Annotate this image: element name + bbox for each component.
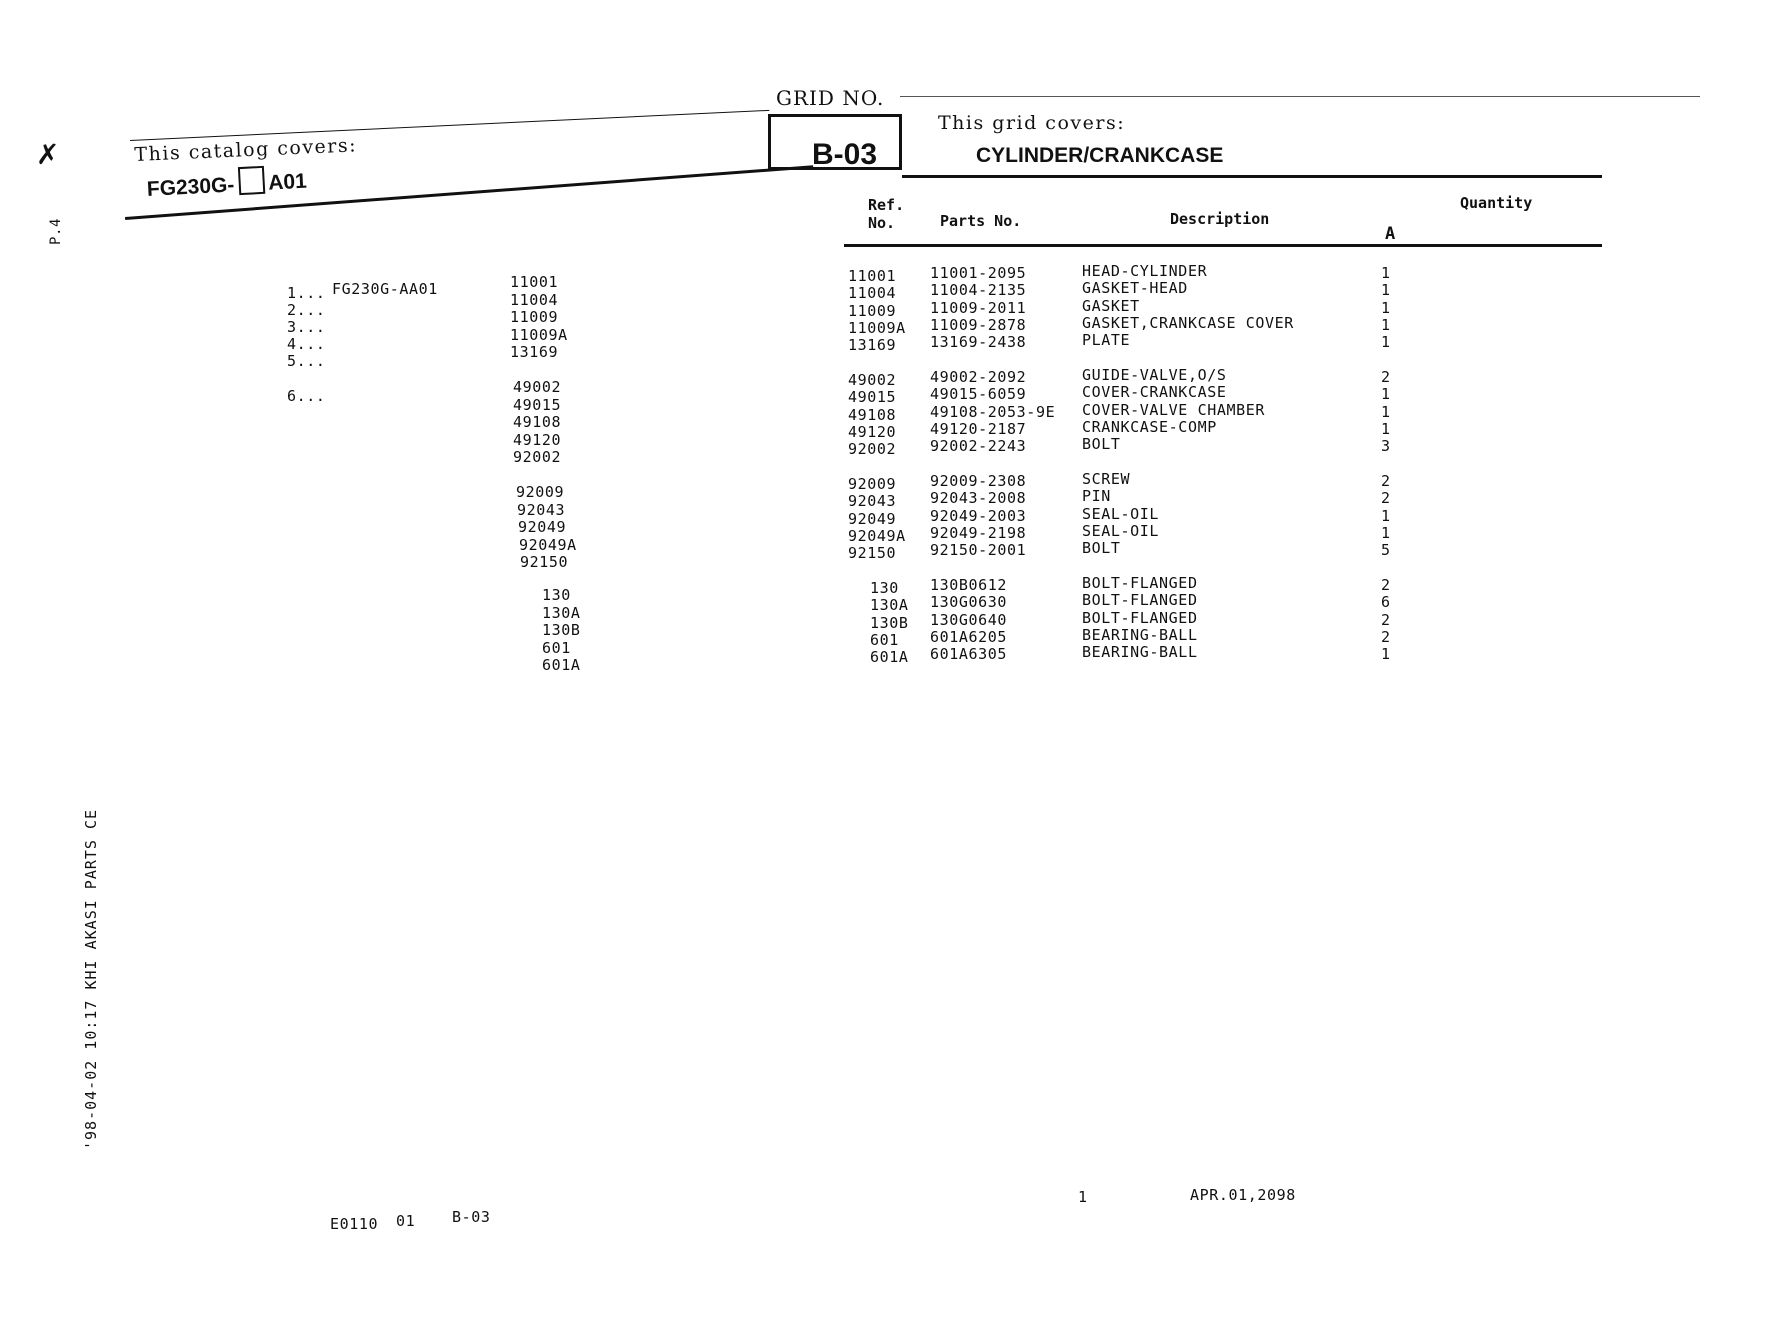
part-ref-no: 130 bbox=[870, 579, 899, 597]
part-ref-no: 11009A bbox=[848, 318, 906, 337]
catalog-model-prefix: FG230G- bbox=[146, 173, 235, 201]
part-quantity: 1 bbox=[1381, 264, 1391, 282]
part-ref-no: 601 bbox=[870, 630, 899, 649]
part-ref-no: 92049 bbox=[848, 509, 897, 528]
footer-date: APR.01,2098 bbox=[1190, 1186, 1296, 1204]
part-quantity: 1 bbox=[1381, 281, 1391, 300]
ref-index-item: 11009 bbox=[510, 308, 559, 326]
part-quantity: 2 bbox=[1381, 489, 1391, 508]
part-description: GUIDE-VALVE,O/S bbox=[1082, 366, 1227, 384]
table-head-rule bbox=[844, 244, 1602, 247]
ref-index-item: 601 bbox=[542, 638, 571, 657]
ref-index-item: 130B bbox=[542, 621, 581, 639]
part-number: 130B0612 bbox=[930, 576, 1008, 594]
part-description: BOLT bbox=[1082, 435, 1121, 454]
part-description: PIN bbox=[1082, 487, 1111, 506]
part-quantity: 5 bbox=[1381, 541, 1391, 560]
fax-header-stamp: '98-04-02 10:17 KHI AKASI PARTS CE bbox=[82, 808, 100, 1150]
parts-no-header: Parts No. bbox=[940, 212, 1022, 230]
part-number: 11004-2135 bbox=[930, 281, 1027, 300]
part-ref-no: 92049A bbox=[848, 526, 906, 545]
part-ref-no: 92150 bbox=[848, 544, 897, 563]
ref-no-header-line2: No. bbox=[868, 214, 896, 232]
footer-seq: 01 bbox=[396, 1212, 416, 1230]
part-ref-no: 130B bbox=[870, 613, 909, 632]
ref-index-item: 130A bbox=[542, 603, 581, 622]
part-quantity: 1 bbox=[1381, 506, 1391, 525]
part-number: 92043-2008 bbox=[930, 489, 1027, 508]
part-description: COVER-VALVE CHAMBER bbox=[1082, 400, 1265, 419]
quantity-header: Quantity bbox=[1460, 194, 1533, 212]
part-quantity: 1 bbox=[1381, 523, 1391, 542]
part-description: BOLT-FLANGED bbox=[1082, 574, 1198, 592]
part-quantity: 2 bbox=[1381, 627, 1391, 646]
ref-index-item: 92002 bbox=[513, 448, 562, 466]
part-number: 13169-2438 bbox=[930, 333, 1027, 352]
part-number: 11001-2095 bbox=[930, 264, 1027, 282]
part-quantity: 3 bbox=[1381, 437, 1391, 456]
part-quantity: 6 bbox=[1381, 593, 1391, 612]
ref-index-item: 49002 bbox=[513, 378, 562, 396]
part-description: SEAL-OIL bbox=[1082, 504, 1160, 523]
part-number: 92150-2001 bbox=[930, 541, 1027, 560]
catalog-model-suffix: A01 bbox=[267, 169, 308, 195]
part-number: 49120-2187 bbox=[930, 419, 1027, 438]
part-quantity: 1 bbox=[1381, 385, 1391, 404]
grid-no-label: GRID NO. bbox=[776, 86, 885, 110]
part-description: BEARING-BALL bbox=[1082, 625, 1198, 644]
part-quantity: 2 bbox=[1381, 610, 1391, 629]
grid-code: B-03 bbox=[812, 138, 878, 171]
part-quantity: 1 bbox=[1381, 333, 1391, 352]
ref-index-item: 92009 bbox=[516, 483, 565, 501]
part-quantity: 1 bbox=[1381, 419, 1391, 438]
ref-index-item: 11009A bbox=[510, 325, 568, 344]
part-number: 92049-2198 bbox=[930, 523, 1027, 542]
part-description: PLATE bbox=[1082, 331, 1131, 350]
part-quantity: 2 bbox=[1381, 368, 1391, 386]
handwritten-mark: ✗ bbox=[36, 138, 60, 171]
ref-index-item: 13169 bbox=[510, 343, 559, 361]
part-description: BOLT-FLANGED bbox=[1082, 591, 1198, 610]
footer-code: E0110 bbox=[330, 1215, 379, 1233]
part-description: SEAL-OIL bbox=[1082, 521, 1160, 540]
part-number: 92049-2003 bbox=[930, 506, 1027, 525]
catalog-covers-label: This catalog covers: bbox=[134, 134, 358, 166]
part-number: 92009-2308 bbox=[930, 472, 1027, 490]
ref-index-item: 92150 bbox=[520, 553, 569, 571]
part-number: 49108-2053-9E bbox=[930, 402, 1056, 421]
ref-index-item: 92049A bbox=[519, 535, 577, 554]
part-quantity: 1 bbox=[1381, 315, 1391, 334]
model-item-label: 4... bbox=[287, 335, 326, 353]
part-ref-no: 49015 bbox=[848, 388, 897, 407]
ref-index-item: 49120 bbox=[513, 430, 562, 449]
page-mark: P.4 bbox=[48, 217, 64, 245]
part-description: CRANKCASE-COMP bbox=[1082, 417, 1217, 436]
part-number: 11009-2011 bbox=[930, 298, 1027, 317]
part-quantity: 2 bbox=[1381, 472, 1391, 490]
part-quantity: 1 bbox=[1381, 645, 1391, 664]
description-header: Description bbox=[1170, 210, 1270, 228]
part-number: 49002-2092 bbox=[930, 368, 1027, 386]
quantity-column-a: A bbox=[1385, 224, 1396, 244]
part-number: 49015-6059 bbox=[930, 385, 1027, 404]
model-item-label: 6... bbox=[287, 387, 326, 405]
part-ref-no: 601A bbox=[870, 648, 909, 667]
part-ref-no: 11009 bbox=[848, 301, 897, 320]
model-item-label: 2... bbox=[287, 301, 326, 319]
grid-rule-thick bbox=[902, 175, 1602, 178]
grid-covers-label: This grid covers: bbox=[938, 112, 1126, 134]
catalog-rule-thin bbox=[130, 110, 769, 141]
part-ref-no: 92009 bbox=[848, 475, 897, 493]
part-description: GASKET,CRANKCASE COVER bbox=[1082, 313, 1294, 332]
model-item-label: 3... bbox=[287, 318, 326, 336]
model-item-label: 1... bbox=[287, 284, 326, 302]
part-ref-no: 49120 bbox=[848, 422, 897, 441]
catalog-model bbox=[146, 164, 307, 202]
model-variant-checkbox bbox=[237, 166, 264, 195]
ref-index-item: 11004 bbox=[510, 290, 559, 309]
part-ref-no: 92002 bbox=[848, 440, 897, 459]
part-quantity: 2 bbox=[1381, 576, 1391, 594]
part-ref-no: 11001 bbox=[848, 267, 897, 285]
part-description: GASKET-HEAD bbox=[1082, 279, 1188, 298]
part-description: BOLT bbox=[1082, 539, 1121, 558]
part-ref-no: 49002 bbox=[848, 371, 897, 389]
ref-index-item: 49108 bbox=[513, 413, 562, 431]
part-number: 11009-2878 bbox=[930, 315, 1027, 334]
part-number: 92002-2243 bbox=[930, 437, 1027, 456]
ref-index-item: 92043 bbox=[517, 500, 566, 519]
ref-no-header-line1: Ref. bbox=[868, 196, 905, 214]
part-ref-no: 49108 bbox=[848, 405, 897, 424]
part-ref-no: 130A bbox=[870, 596, 909, 615]
part-description: GASKET bbox=[1082, 296, 1140, 315]
model-item-label: 5... bbox=[287, 352, 326, 370]
part-description: SCREW bbox=[1082, 470, 1131, 488]
ref-index-item: 11001 bbox=[510, 273, 559, 291]
part-number: 601A6305 bbox=[930, 645, 1008, 664]
footer-grid: B-03 bbox=[452, 1208, 491, 1226]
part-description: BOLT-FLANGED bbox=[1082, 608, 1198, 627]
part-quantity: 1 bbox=[1381, 298, 1391, 317]
part-number: 130G0630 bbox=[930, 593, 1008, 612]
ref-index-item: 49015 bbox=[513, 395, 562, 414]
grid-covers-title: CYLINDER/CRANKCASE bbox=[976, 144, 1224, 167]
part-ref-no: 92043 bbox=[848, 492, 897, 511]
part-number: 130G0640 bbox=[930, 610, 1008, 629]
part-description: BEARING-BALL bbox=[1082, 643, 1198, 662]
part-description: COVER-CRANKCASE bbox=[1082, 383, 1227, 402]
part-ref-no: 11004 bbox=[848, 284, 897, 303]
top-rule bbox=[900, 96, 1700, 97]
ref-index-item: 92049 bbox=[518, 518, 567, 536]
part-quantity: 1 bbox=[1381, 402, 1391, 421]
part-description: HEAD-CYLINDER bbox=[1082, 262, 1208, 280]
model-item-name: FG230G-AA01 bbox=[332, 280, 438, 298]
part-number: 601A6205 bbox=[930, 627, 1008, 646]
ref-index-item: 130 bbox=[542, 586, 571, 604]
footer-page-number: 1 bbox=[1078, 1188, 1088, 1206]
part-ref-no: 13169 bbox=[848, 336, 897, 355]
ref-index-item: 601A bbox=[542, 656, 581, 674]
